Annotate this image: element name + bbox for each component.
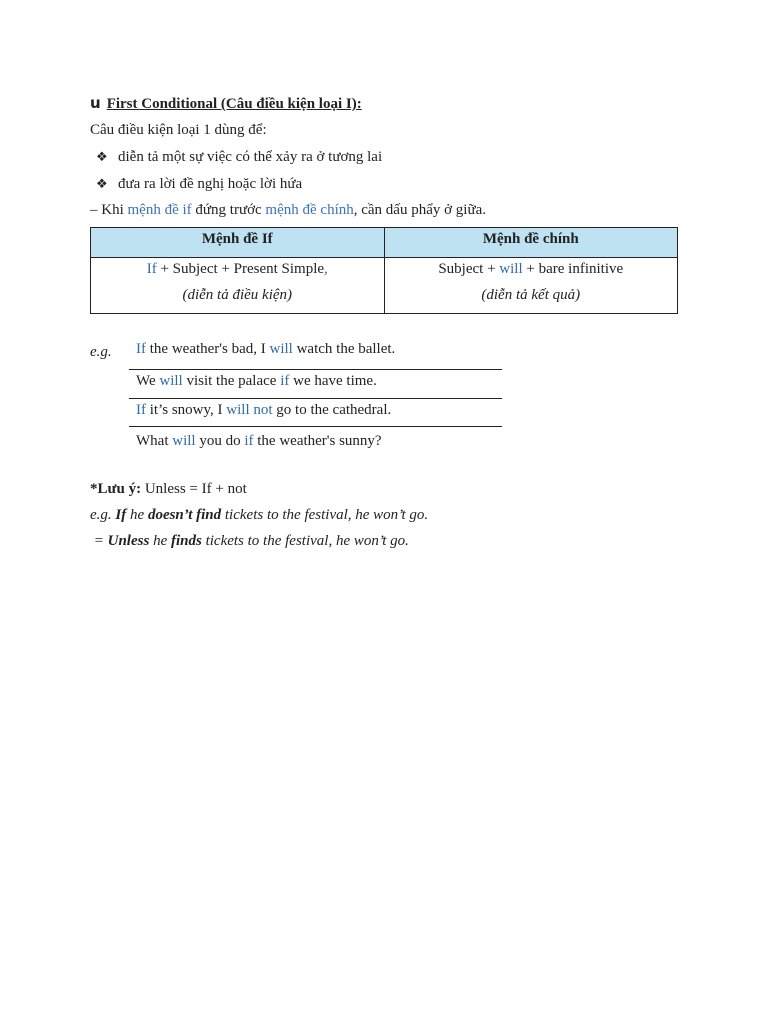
sentence-text: We <box>136 373 160 389</box>
keyword: if <box>280 373 290 389</box>
heading-title: First Conditional (Câu điều kiện loại I): <box>106 96 362 112</box>
main-clause-cell <box>384 258 678 314</box>
sentence-text: tickets to the festival, he won’t go. <box>201 533 409 549</box>
sentence-text: visit the palace <box>182 373 281 389</box>
keyword: If <box>115 507 127 523</box>
sentence-text: he <box>149 533 171 549</box>
if-clause-cell <box>91 258 385 314</box>
diamond-bullet-icon: ❖ <box>96 150 108 165</box>
bullet-text: diễn tả một sự việc có thể xảy ra ở tương lai <box>118 149 383 165</box>
keyword: will <box>172 433 196 449</box>
equals-sign: = <box>90 533 108 549</box>
example-sentence <box>136 401 391 419</box>
sentence-text: What <box>136 433 173 449</box>
note-text: – Khi <box>90 202 128 218</box>
keyword: Unless <box>107 533 150 549</box>
example-divider <box>129 398 502 399</box>
keyword: if <box>244 433 254 449</box>
unless-equivalent <box>90 532 409 550</box>
keyword: finds <box>170 533 202 549</box>
main-clause-formula: + bare infinitive <box>522 261 624 277</box>
unless-note-label: *Lưu ý: <box>90 481 142 497</box>
note-text: , cần dấu phẩy ở giữa. <box>353 202 487 218</box>
sentence-text: you do <box>195 433 245 449</box>
will-keyword: will <box>499 261 523 277</box>
table-header-main: Mệnh đề chính <box>384 228 678 258</box>
keyword: will not <box>226 402 273 418</box>
table-header-row <box>91 228 678 258</box>
if-keyword: If <box>146 261 157 277</box>
if-clause-formula: + Subject + Present Simple <box>156 261 325 277</box>
sentence-text: the weather's sunny? <box>253 433 382 449</box>
note-text: đứng trước <box>191 202 266 218</box>
sentence-text: the weather's bad, I <box>146 341 270 357</box>
sentence-text: watch the ballet. <box>292 341 396 357</box>
sentence-text: he <box>126 507 148 523</box>
example-divider <box>129 369 502 370</box>
unless-note-text: Unless = If + not <box>141 481 247 497</box>
section-heading <box>90 94 362 113</box>
example-sentence <box>136 432 382 450</box>
note-highlight: mệnh đề if <box>127 202 192 218</box>
bullet-item <box>96 175 302 194</box>
main-clause-description: (diễn tả kết quả) <box>481 287 581 303</box>
if-clause-description: (diễn tả điều kiện) <box>182 287 293 303</box>
diamond-bullet-icon: ❖ <box>96 177 108 192</box>
keyword: doesn’t find <box>147 507 222 523</box>
example-sentence <box>136 340 395 358</box>
note-highlight: mệnh đề chính <box>265 202 354 218</box>
unless-note <box>90 480 247 498</box>
keyword: will <box>159 373 183 389</box>
if-clause-comma: , <box>324 261 328 277</box>
example-sentence <box>136 372 377 390</box>
comma-note <box>90 201 486 219</box>
example-divider <box>129 426 502 427</box>
sentence-text: it’s snowy, I <box>146 402 227 418</box>
keyword: will <box>269 341 293 357</box>
table-header-if: Mệnh đề If <box>91 228 385 258</box>
keyword: If <box>136 402 146 418</box>
bullet-text: đưa ra lời đề nghị hoặc lời hứa <box>118 176 303 192</box>
example-label: e.g. <box>90 507 116 523</box>
sentence-text: tickets to the festival, he won’t go. <box>221 507 429 523</box>
keyword: If <box>136 341 146 357</box>
bullet-item <box>96 148 382 167</box>
sentence-text: we have time. <box>289 373 377 389</box>
table-row <box>91 258 678 314</box>
sentence-text: go to the cathedral. <box>272 402 392 418</box>
main-clause-formula: Subject + <box>438 261 500 277</box>
unless-example <box>90 506 428 524</box>
examples-label: e.g. <box>90 344 112 360</box>
intro-text: Câu điều kiện loại 1 dùng để: <box>90 122 267 138</box>
heading-marker: u <box>90 94 101 112</box>
structure-table <box>90 227 678 314</box>
